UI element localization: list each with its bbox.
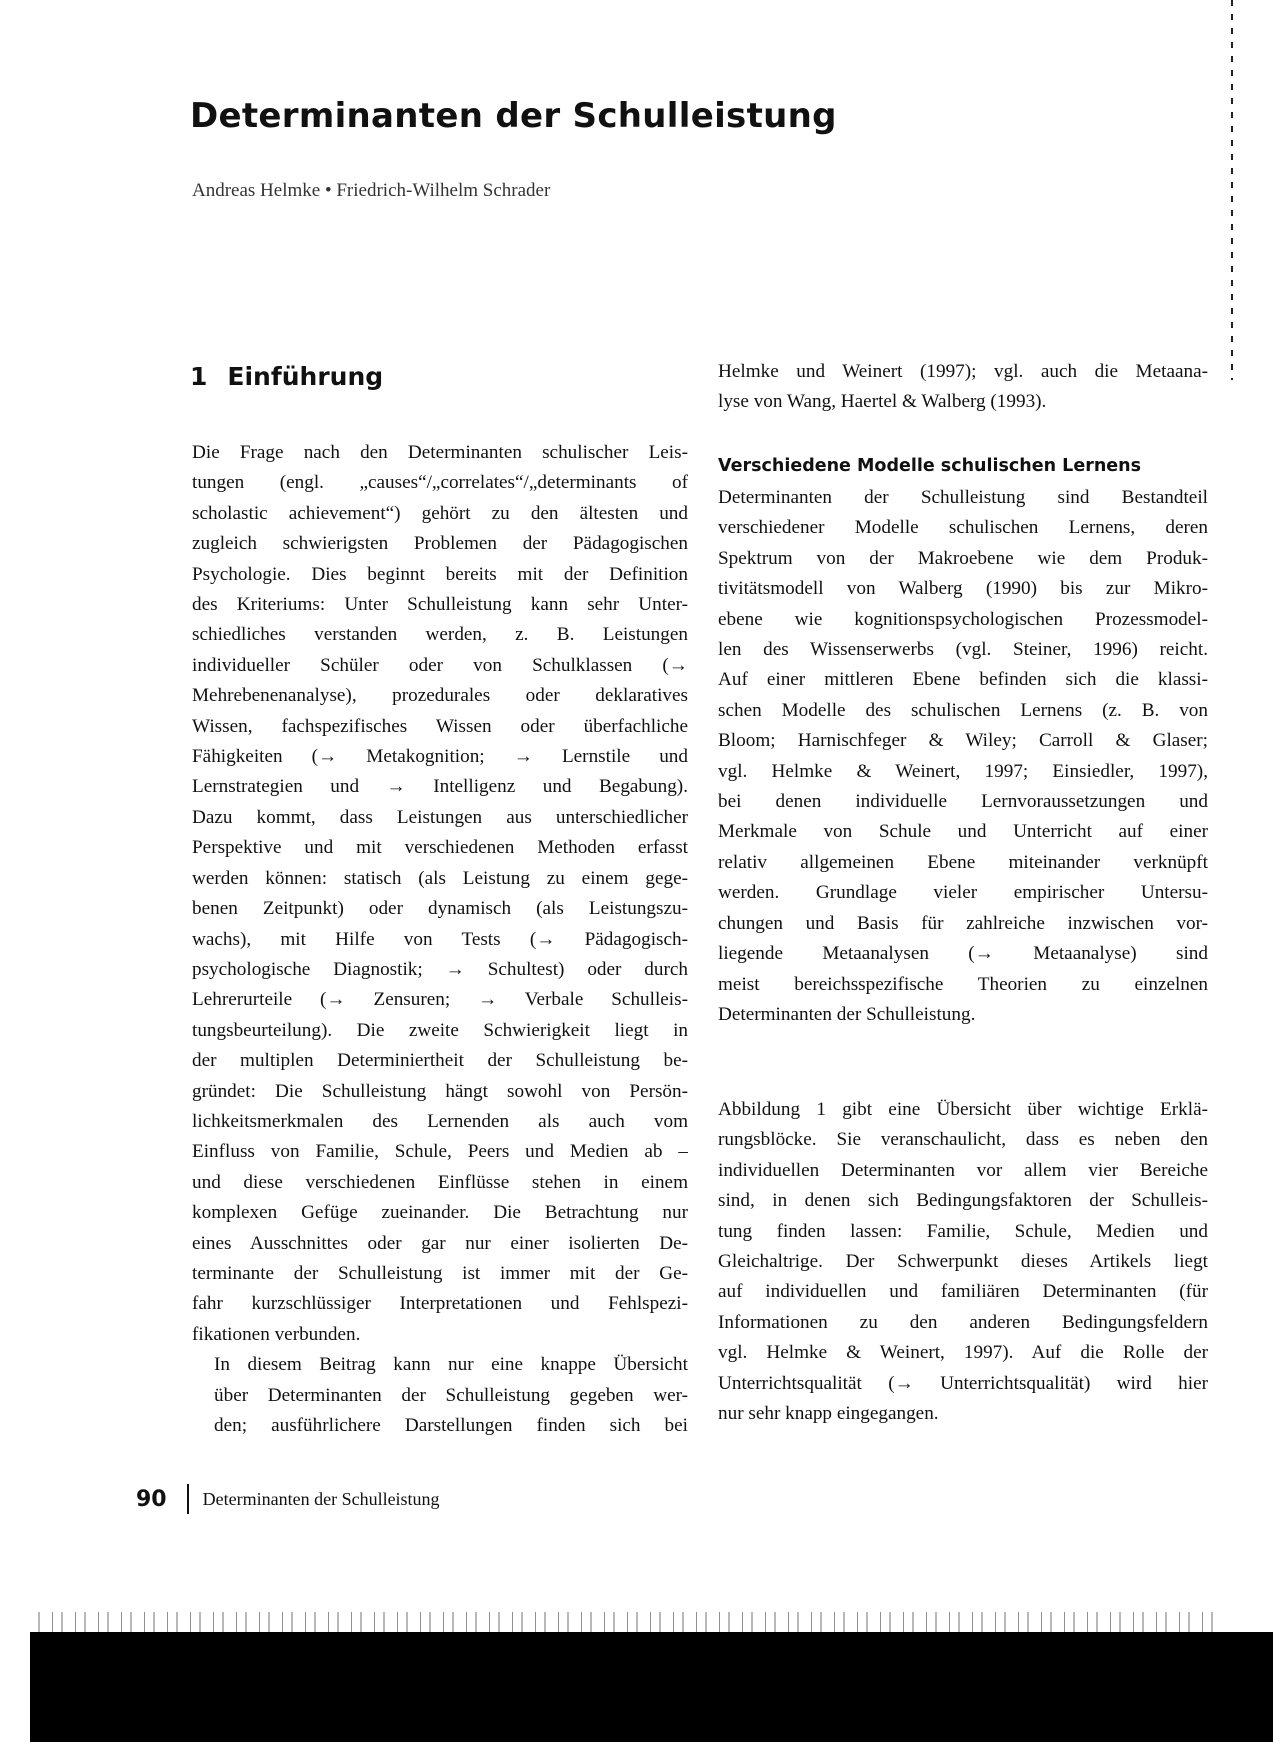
scan-artifact-noise [30, 1612, 1220, 1634]
text-line: tungsbeurteilung). Die zweite Schwierigkeit liegt in [192, 1019, 688, 1041]
text-line: Psychologie. Dies beginnt bereits mit der Definition [192, 563, 688, 585]
text-line: Einfluss von Familie, Schule, Peers und Medien ab – [192, 1141, 688, 1163]
text-line: vgl. Helmke & Weinert, 1997; Einsiedler, 1997), [718, 760, 1208, 782]
text-line: liegende Metaanalysen (→ Metaanalyse) sind [718, 943, 1208, 965]
text-line: Bloom; Harnischfeger & Wiley; Carroll & Glaser; [718, 730, 1208, 752]
text-line: tivitätsmodell von Walberg (1990) bis zur Mikro- [718, 578, 1208, 600]
authors-line: Andreas Helmke • Friedrich-Wilhelm Schrader [192, 180, 551, 201]
text-line: wachs), mit Hilfe von Tests (→ Pädagogisch- [192, 928, 688, 950]
text-line: lyse von Wang, Haertel & Walberg (1993). [718, 391, 1047, 413]
section-heading [190, 362, 383, 391]
text-line: chungen und Basis für zahlreiche inzwischen vor- [718, 912, 1208, 934]
text-line: terminante der Schulleistung ist immer mit der Ge- [192, 1262, 688, 1284]
text-line: Helmke und Weinert (1997); vgl. auch die Metaana- [718, 361, 1208, 382]
text-line: und diese verschiedenen Einflüsse stehen in einem [192, 1171, 688, 1193]
paragraph-models [718, 483, 1208, 1030]
text-line: ebene wie kognitionspsychologischen Prozessmodel- [718, 608, 1208, 630]
text-line: gründet: Die Schulleistung hängt sowohl von Persön- [192, 1080, 688, 1102]
right-column-continuation [718, 357, 1208, 418]
scan-artifact-edge [1231, 0, 1233, 380]
paragraph-intro [192, 438, 688, 1350]
text-line: Determinanten der Schulleistung. [718, 1003, 976, 1025]
text-line: auf individuellen und familiären Determinanten (für [718, 1281, 1208, 1303]
text-line: Lehrerurteile (→ Zensuren; → Verbale Schulleis- [192, 989, 688, 1011]
text-line: schen Modelle des schulischen Lernens (z. B. von [718, 699, 1208, 721]
scan-artifact-black-band [30, 1632, 1273, 1742]
text-line: vgl. Helmke & Weinert, 1997). Auf die Rolle der [718, 1342, 1208, 1364]
text-line: eines Ausschnittes oder gar nur einer isolierten De- [192, 1232, 688, 1254]
text-line: tung finden lassen: Familie, Schule, Medien und [718, 1220, 1208, 1242]
text-line: nur sehr knapp eingegangen. [718, 1403, 939, 1425]
document-title: Determinanten der Schulleistung [190, 96, 837, 136]
text-line: Auf einer mittleren Ebene befinden sich die klassi- [718, 669, 1208, 691]
subheading: Verschiedene Modelle schulischen Lernens [718, 456, 1142, 476]
text-line: rungsblöcke. Sie veranschaulicht, dass es neben den [718, 1129, 1208, 1151]
section-number: 1 [190, 362, 208, 391]
left-column [192, 438, 688, 1441]
footer-divider [187, 1484, 189, 1514]
text-line: verschiedener Modelle schulischen Lernens, deren [718, 517, 1208, 539]
text-line: In diesem Beitrag kann nur eine knappe Übersicht [214, 1354, 688, 1376]
paragraph-continuation [718, 357, 1208, 418]
text-line: Perspektive und mit verschiedenen Methoden erfasst [192, 837, 688, 859]
text-line: bei denen individuelle Lernvoraussetzungen und [718, 791, 1208, 813]
text-line: zugleich schwierigsten Problemen der Pädagogischen [192, 533, 688, 555]
text-line: Unterrichtsqualität (→ Unterrichtsqualität) wird hier [718, 1372, 1208, 1394]
text-line: Gleichaltrige. Der Schwerpunkt dieses Artikels liegt [718, 1251, 1208, 1273]
text-line: Die Frage nach den Determinanten schulischer Leis- [192, 442, 688, 463]
text-line: individueller Schüler oder von Schulklassen (→ [192, 654, 688, 676]
text-line: Spektrum von der Makroebene wie dem Produk- [718, 547, 1208, 569]
text-line: über Determinanten der Schulleistung gegeben wer- [214, 1384, 688, 1406]
text-line: benen Zeitpunkt) oder dynamisch (als Leistungszu- [192, 898, 688, 920]
text-line: Determinanten der Schulleistung sind Bestandteil [718, 487, 1208, 508]
text-line: Lernstrategien und → Intelligenz und Begabung). [192, 776, 688, 798]
right-column-overview [718, 1095, 1208, 1429]
section-title: Einführung [227, 362, 384, 391]
text-line: relativ allgemeinen Ebene miteinander verknüpft [718, 851, 1208, 873]
text-line: meist bereichsspezifische Theorien zu einzelnen [718, 973, 1208, 995]
text-line: des Kriteriums: Unter Schulleistung kann sehr Unter- [192, 594, 688, 616]
text-line: tungen (engl. „causes“/„correlates“/„determinants of [192, 472, 688, 494]
text-line: Wissen, fachspezifisches Wissen oder überfachliche [192, 715, 688, 737]
text-line: lichkeitsmerkmalen des Lernenden als auch vom [192, 1110, 688, 1132]
text-line: Merkmale von Schule und Unterricht auf einer [718, 821, 1208, 843]
text-line: psychologische Diagnostik; → Schultest) oder durch [192, 958, 688, 980]
text-line: den; ausführlichere Darstellungen finden sich bei [214, 1415, 688, 1436]
text-line: individuellen Determinanten vor allem vier Bereiche [718, 1159, 1208, 1181]
right-column-models [718, 483, 1208, 1030]
page-footer [136, 1484, 440, 1514]
text-line: Mehrebenenanalyse), prozedurales oder deklaratives [192, 685, 688, 707]
text-line: der multiplen Determiniertheit der Schulleistung be- [192, 1050, 688, 1072]
text-line: Dazu kommt, dass Leistungen aus unterschiedlicher [192, 806, 688, 828]
running-head: Determinanten der Schulleistung [202, 1488, 440, 1509]
paragraph-overview [718, 1095, 1208, 1429]
text-line: fahr kurzschlüssiger Interpretationen und Fehlspezi- [192, 1293, 688, 1315]
paragraph-scope [192, 1350, 688, 1441]
text-line: komplexen Gefüge zueinander. Die Betrachtung nur [192, 1202, 688, 1224]
text-line: werden können: statisch (als Leistung zu einem gege- [192, 867, 688, 889]
page-number: 90 [136, 1486, 167, 1512]
text-line: werden. Grundlage vieler empirischer Untersu- [718, 882, 1208, 904]
text-line: len des Wissenserwerbs (vgl. Steiner, 1996) reicht. [718, 639, 1208, 661]
text-line: Informationen zu den anderen Bedingungsfeldern [718, 1311, 1208, 1333]
text-line: sind, in denen sich Bedingungsfaktoren der Schulleis- [718, 1190, 1208, 1212]
text-line: fikationen verbunden. [192, 1323, 361, 1345]
text-line: schiedliches verstanden werden, z. B. Leistungen [192, 624, 688, 646]
text-line: scholastic achievement“) gehört zu den ältesten und [192, 502, 688, 524]
text-line: Abbildung 1 gibt eine Übersicht über wichtige Erklä- [718, 1099, 1208, 1120]
text-line: Fähigkeiten (→ Metakognition; → Lernstile und [192, 746, 688, 768]
